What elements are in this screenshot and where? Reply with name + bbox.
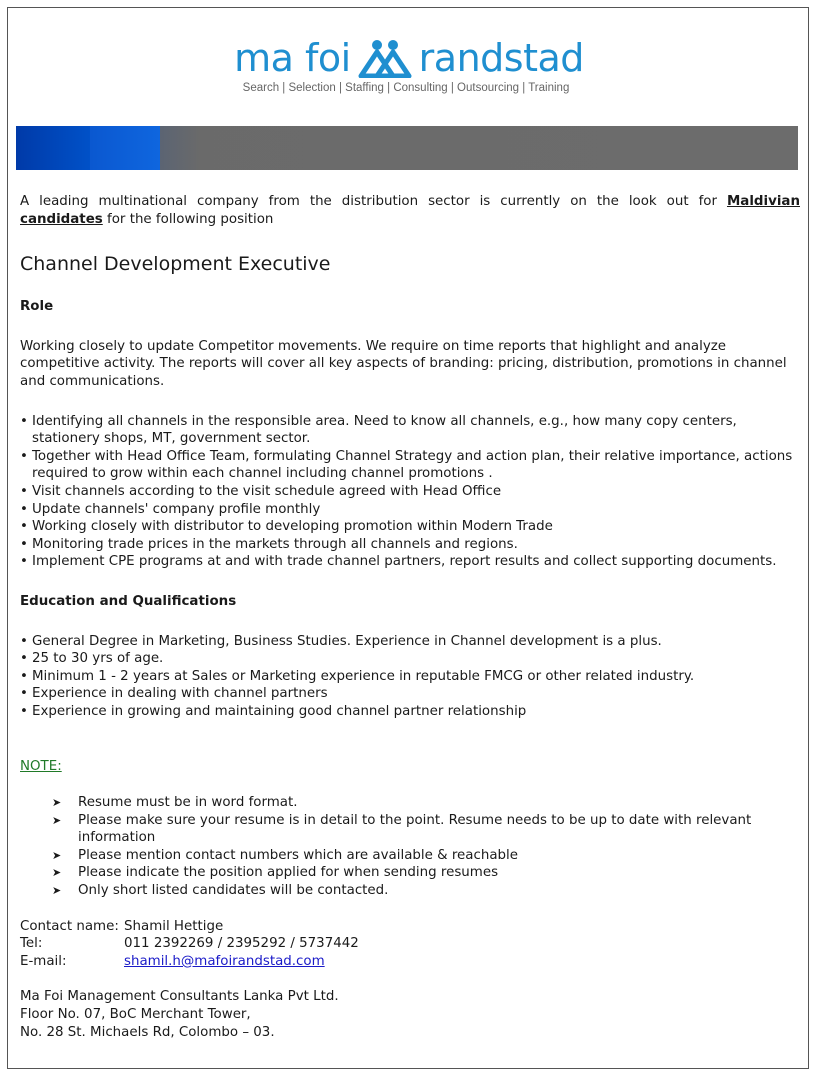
intro-text: A leading multinational company from the distribution sector is currently on the look out for: [20, 194, 727, 209]
address-line-2: Floor No. 07, BoC Merchant Tower,: [20, 1007, 251, 1022]
note-item-text: Only short listed candidates will be contacted.: [78, 883, 389, 899]
job-ad-content: [20, 193, 800, 1041]
note-item-text: Please mention contact numbers which are available & reachable: [78, 847, 518, 863]
logo-left-word: ma foi: [234, 36, 351, 80]
banner-block-fade: [160, 126, 200, 170]
logo-tagline: Search | Selection | Staffing | Consulting | Outsourcing | Training: [242, 82, 570, 94]
list-item: • Monitoring trade prices in the markets through all channels and regions.: [20, 536, 800, 554]
list-item: • Identifying all channels in the responsible area. Need to know all channels, e.g., how many copy centers, stationery shops, MT, government sector.: [20, 413, 800, 448]
role-heading: Role: [20, 299, 54, 315]
logo-right-word: randstad: [418, 36, 584, 80]
education-bullet-list: [20, 633, 800, 721]
list-item: • General Degree in Marketing, Business Studies. Experience in Channel development is a plus.: [20, 633, 800, 651]
note-item-text: Please make sure your resume is in detail to the point. Resume needs to be up to date with relevant information: [78, 812, 752, 846]
intro-highlight: Maldivian candidates: [20, 194, 800, 227]
intro-text-end: for the following position: [102, 211, 274, 227]
note-item-text: Resume must be in word format.: [78, 795, 298, 811]
list-item: [52, 794, 800, 812]
list-item: [52, 864, 800, 882]
arrow-bullet-icon: ➤: [52, 813, 62, 827]
arrow-bullet-icon: ➤: [52, 848, 62, 862]
contact-email-link[interactable]: shamil.h@mafoirandstad.com: [124, 953, 325, 969]
list-item: • Experience in dealing with channel partners: [20, 685, 800, 703]
company-logo: [0, 36, 818, 94]
address-line-3: No. 28 St. Michaels Rd, Colombo – 03.: [20, 1024, 275, 1040]
contact-block: [20, 918, 800, 971]
contact-tel: 011 2392269 / 2395292 / 5737442: [124, 936, 359, 952]
list-item: • Experience in growing and maintaining good channel partner relationship: [20, 703, 800, 721]
list-item: • Together with Head Office Team, formulating Channel Strategy and action plan, their relative importance, actions required to grow within each channel including channel promotions .: [20, 448, 800, 483]
contact-email-label: E-mail:: [20, 953, 67, 969]
banner-block-dark-blue: [16, 126, 90, 170]
address-line-1: Ma Foi Management Consultants Lanka Pvt Ltd.: [20, 989, 339, 1005]
contact-name-label: Contact name:: [20, 918, 119, 934]
role-bullet-list: [20, 413, 800, 571]
note-heading: NOTE:: [20, 759, 62, 775]
list-item: • Working closely with distributor to developing promotion within Modern Trade: [20, 518, 800, 536]
role-paragraph: Working closely to update Competitor movements. We require on time reports that highlight and analyze competitive activity. The reports will cover all key aspects of branding: pricing, distribution, promotions in channel and communications.: [20, 338, 787, 389]
list-item: • 25 to 30 yrs of age.: [20, 650, 800, 668]
list-item: [52, 812, 800, 847]
list-item: • Minimum 1 - 2 years at Sales or Marketing experience in reputable FMCG or other related industry.: [20, 668, 800, 686]
list-item: [52, 847, 800, 865]
list-item: • Implement CPE programs at and with trade channel partners, report results and collect supporting documents.: [20, 553, 800, 571]
list-item: • Update channels' company profile monthly: [20, 501, 800, 519]
banner-block-blue: [90, 126, 160, 170]
contact-email-row: [20, 953, 800, 971]
arrow-bullet-icon: ➤: [52, 796, 62, 810]
education-heading: Education and Qualifications: [20, 593, 237, 609]
list-item: [52, 882, 800, 900]
note-list: [20, 794, 800, 900]
contact-name-row: [20, 918, 800, 936]
intro-paragraph: [20, 193, 800, 228]
header-banner: [16, 126, 798, 170]
randstad-logo-icon: [357, 38, 413, 78]
contact-tel-label: Tel:: [20, 936, 43, 952]
job-title: Channel Development Executive: [20, 253, 331, 276]
list-item: • Visit channels according to the visit schedule agreed with Head Office: [20, 483, 800, 501]
arrow-bullet-icon: ➤: [52, 884, 62, 898]
arrow-bullet-icon: ➤: [52, 866, 62, 880]
contact-tel-row: [20, 935, 800, 953]
contact-name: Shamil Hettige: [124, 918, 224, 934]
note-item-text: Please indicate the position applied for when sending resumes: [78, 865, 499, 881]
company-address: [20, 988, 800, 1041]
